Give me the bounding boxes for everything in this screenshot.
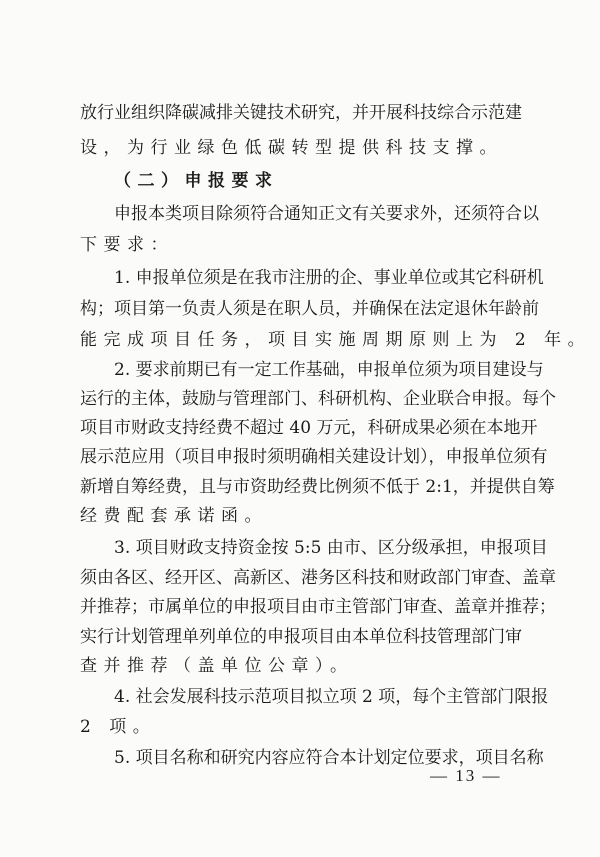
body-text-line: 申报本类项目除须符合通知正文有关要求外，还须符合以 <box>114 204 539 224</box>
body-text-line: 放行业组织降碳减排关键技术研究，并开展科技综合示范建 <box>80 103 522 123</box>
body-text-line: 设，为行业绿色低碳转型提供科技支撑。 <box>80 138 503 158</box>
body-text-line: 查并推荐（盖单位公章）。 <box>80 656 354 676</box>
body-text-line: 2 项。 <box>80 717 157 737</box>
body-text-line: 须由各区、经开区、高新区、港务区科技和财政部门审查、盖章 <box>80 568 556 588</box>
body-text-line: 并推荐；市属单位的申报项目由市主管部门审查、盖章并推荐； <box>80 597 556 617</box>
list-item-4: 4. 社会发展科技示范项目拟立项 2 项，每个主管部门限报 <box>114 687 549 707</box>
section-heading: （二）申报要求 <box>114 171 279 191</box>
body-text-line: 能完成项目任务，项目实施周期原则上为 2 年。 <box>80 330 592 350</box>
list-item-5: 5. 项目名称和研究内容应符合本计划定位要求，项目名称 <box>114 748 544 768</box>
page-number: — 13 — <box>430 766 502 785</box>
list-item-2: 2. 要求前期已有一定工作基础，申报单位须为项目建设与 <box>114 360 544 380</box>
body-text-line: 项目市财政支持经费不超过 40 万元，科研成果必须在本地开 <box>80 418 538 438</box>
body-text-line: 下要求： <box>80 235 174 255</box>
list-item-1: 1. 申报单位须是在我市注册的企、事业单位或其它科研机 <box>114 268 544 288</box>
body-text-line: 新增自筹经费，且与市资助经费比例须不低于 2:1，并提供自筹 <box>80 477 555 497</box>
body-text-line: 构；项目第一负责人须是在职人员，并确保在法定退休年龄前 <box>80 299 539 319</box>
body-text-line: 展示范应用（项目申报时须明确相关建设计划），申报单位须有 <box>80 447 548 467</box>
body-text-line: 运行的主体，鼓励与管理部门、科研机构、企业联合申报。每个 <box>80 389 556 409</box>
body-text-line: 实行计划管理单列单位的申报项目由本单位科技管理部门审 <box>80 627 522 647</box>
list-item-3: 3. 项目财政支持资金按 5:5 由市、区分级承担，申报项目 <box>114 538 548 558</box>
body-text-line: 经费配套承诺函。 <box>80 506 268 526</box>
